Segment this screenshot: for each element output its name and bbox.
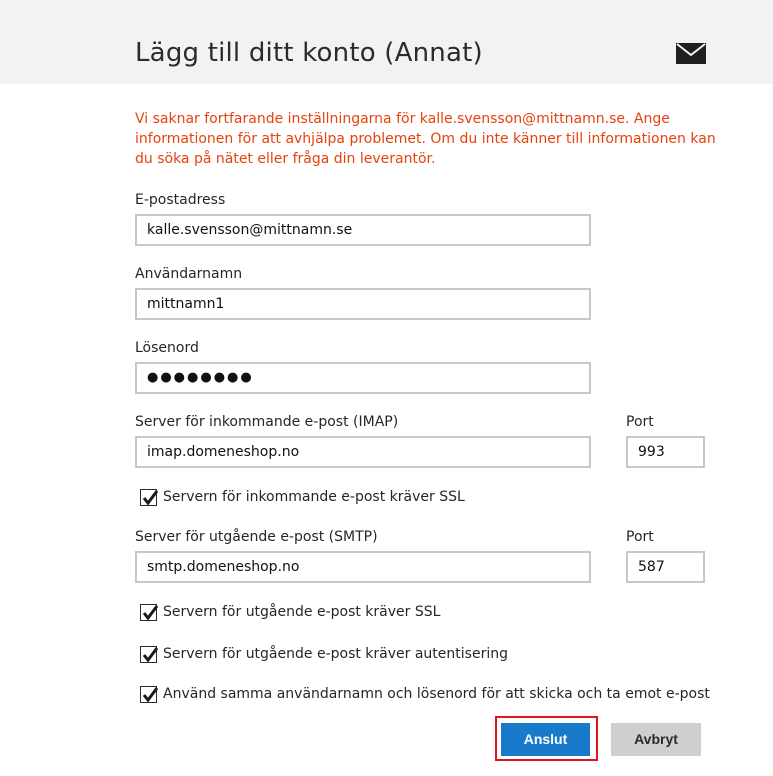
check-icon bbox=[141, 645, 160, 664]
connect-button[interactable]: Anslut bbox=[501, 723, 590, 756]
password-field[interactable]: ●●●●●●●● bbox=[135, 362, 591, 394]
check-icon bbox=[141, 685, 160, 704]
outgoing-server-field[interactable]: smtp.domeneshop.no bbox=[135, 551, 591, 583]
outgoing-ssl-label: Servern för utgående e-post kräver SSL bbox=[163, 604, 441, 620]
incoming-server-label: Server för inkommande e-post (IMAP) bbox=[135, 414, 399, 430]
outgoing-server-label: Server för utgående e-post (SMTP) bbox=[135, 529, 378, 545]
same-credentials-checkbox[interactable] bbox=[140, 686, 157, 703]
outgoing-auth-checkbox-row[interactable] bbox=[140, 643, 508, 665]
page-title: Lägg till ditt konto (Annat) bbox=[135, 38, 483, 68]
check-icon bbox=[141, 603, 160, 622]
incoming-ssl-label: Servern för inkommande e-post kräver SSL bbox=[163, 489, 465, 505]
username-field[interactable]: mittnamn1 bbox=[135, 288, 591, 320]
check-icon bbox=[141, 488, 160, 507]
incoming-server-field[interactable]: imap.domeneshop.no bbox=[135, 436, 591, 468]
header-bar bbox=[0, 0, 773, 84]
same-credentials-label: Använd samma användarnamn och lösenord för att skicka och ta emot e-post bbox=[163, 686, 710, 702]
outgoing-port-field[interactable]: 587 bbox=[626, 551, 705, 583]
outgoing-port-label: Port bbox=[626, 529, 654, 545]
cancel-button[interactable]: Avbryt bbox=[611, 723, 701, 756]
error-message: Vi saknar fortfarande inställningarna för kalle.svensson@mittnamn.se. Ange informationen för att avhjälpa problemet. Om du inte känner till informationen kan du söka på nätet eller fråga din leverantör. bbox=[135, 111, 716, 167]
outgoing-ssl-checkbox-row[interactable] bbox=[140, 601, 440, 623]
incoming-port-field[interactable]: 993 bbox=[626, 436, 705, 468]
outgoing-ssl-checkbox[interactable] bbox=[140, 604, 157, 621]
incoming-port-label: Port bbox=[626, 414, 654, 430]
incoming-ssl-checkbox[interactable] bbox=[140, 489, 157, 506]
email-label: E-postadress bbox=[135, 192, 226, 208]
incoming-ssl-checkbox-row[interactable] bbox=[140, 486, 465, 508]
email-field[interactable]: kalle.svensson@mittnamn.se bbox=[135, 214, 591, 246]
same-credentials-checkbox-row[interactable] bbox=[140, 683, 710, 705]
password-label: Lösenord bbox=[135, 340, 199, 356]
mail-icon bbox=[676, 43, 706, 64]
outgoing-auth-checkbox[interactable] bbox=[140, 646, 157, 663]
outgoing-auth-label: Servern för utgående e-post kräver autentisering bbox=[163, 646, 508, 662]
username-label: Användarnamn bbox=[135, 266, 243, 282]
